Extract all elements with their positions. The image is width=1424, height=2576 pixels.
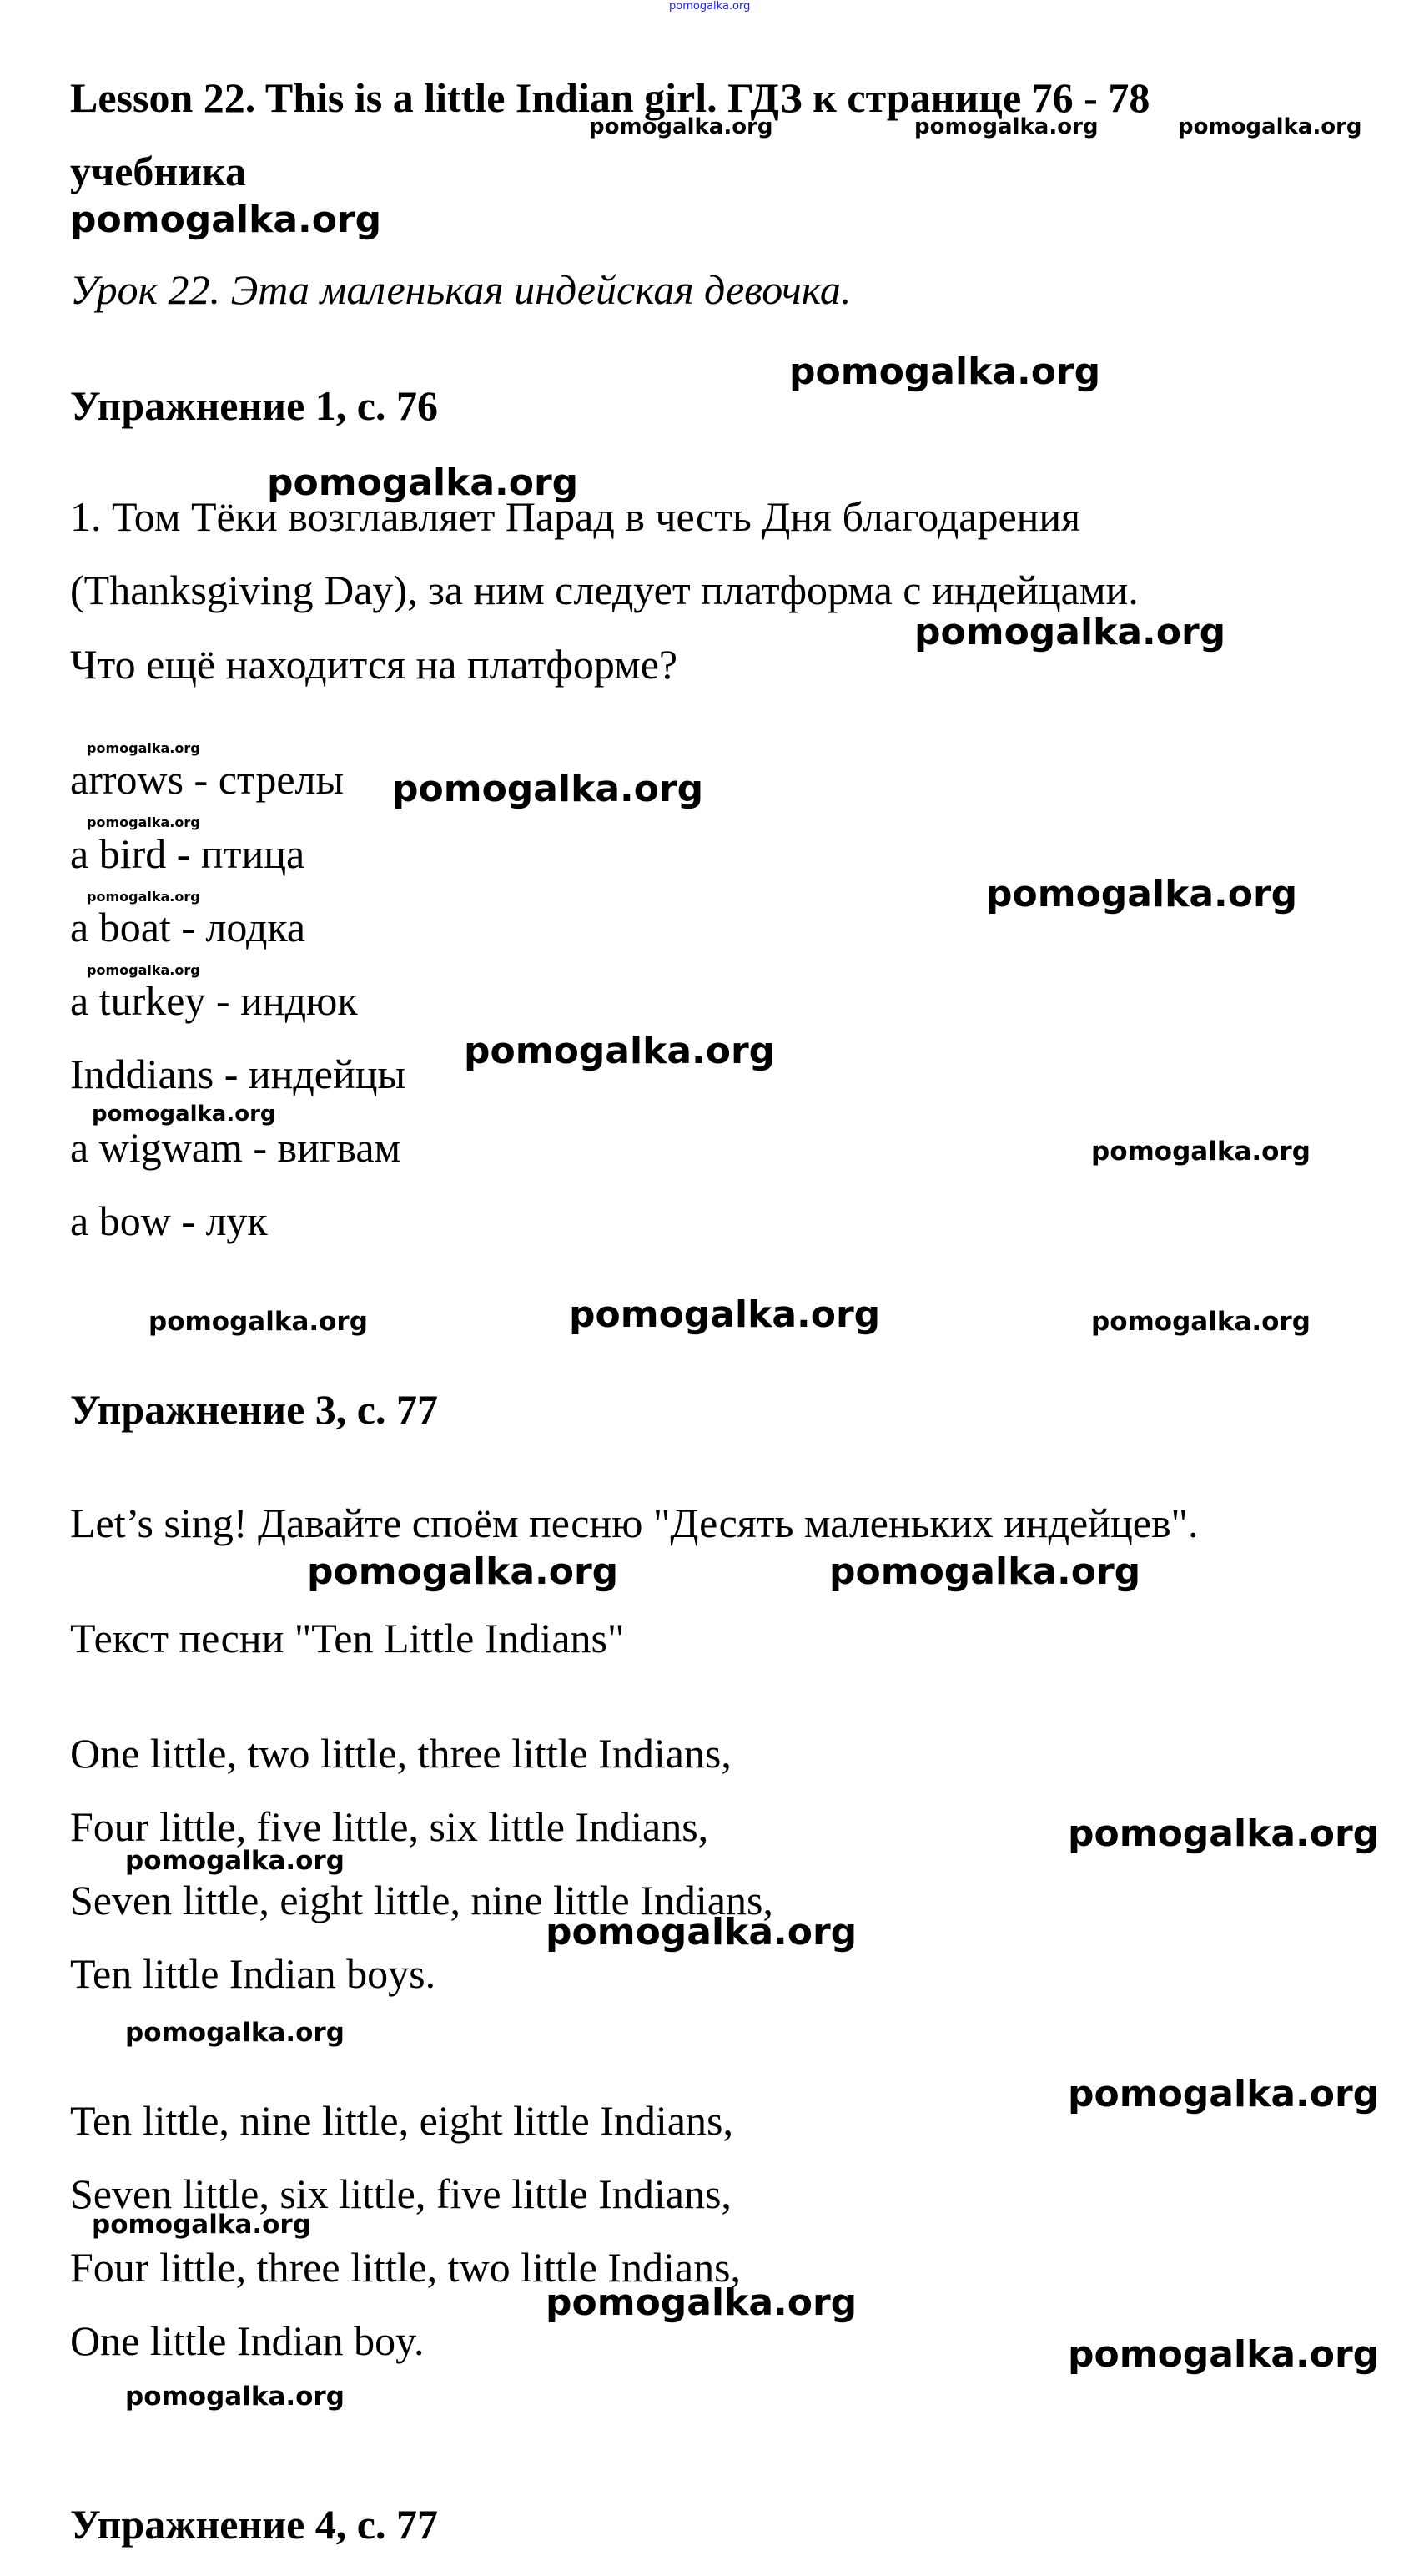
watermark: pomogalka.org [546, 1911, 858, 1953]
watermark: pomogalka.org [70, 199, 382, 241]
song-line: Ten little, nine little, eight little Indians, [70, 2097, 733, 2144]
vocab-item: a wigwam - вигвам [70, 1124, 401, 1171]
watermark: pomogalka.org [829, 1550, 1141, 1593]
watermark: pomogalka.org [392, 768, 704, 810]
watermark: pomogalka.org [1068, 2073, 1380, 2115]
watermark: pomogalka.org [1068, 2333, 1380, 2376]
watermark: pomogalka.org [92, 2210, 311, 2240]
watermark: pomogalka.org [914, 114, 1099, 139]
watermark: pomogalka.org [307, 1550, 619, 1593]
song-line: Four little, three little, two little Indians, [70, 2244, 742, 2291]
watermark: pomogalka.org [1068, 1812, 1380, 1855]
exercise-1-text-line: 1. Том Тёки возглавляет Парад в честь Дня благодарения [70, 493, 1081, 540]
watermark: pomogalka.org [546, 2281, 858, 2324]
watermark: pomogalka.org [267, 461, 579, 504]
watermark: pomogalka.org [87, 962, 200, 978]
song-line: Seven little, eight little, nine little Indians, [70, 1877, 773, 1923]
vocab-item: a bird - птица [70, 830, 305, 877]
watermark: pomogalka.org [464, 1030, 776, 1072]
vocab-item: Inddians - индейцы [70, 1051, 406, 1097]
vocab-item: a boat - лодка [70, 904, 306, 950]
watermark: pomogalka.org [148, 1307, 368, 1337]
watermark: pomogalka.org [789, 350, 1101, 393]
watermark: pomogalka.org [87, 889, 200, 905]
watermark: pomogalka.org [125, 1846, 345, 1876]
watermark: pomogalka.org [87, 740, 200, 756]
song-line: One little Indian boy. [70, 2317, 425, 2364]
exercise-1-heading: Упражнение 1, с. 76 [70, 382, 438, 429]
song-title: Текст песни "Ten Little Indians" [70, 1615, 625, 1661]
watermark: pomogalka.org [1091, 1307, 1311, 1337]
page-title-line1: Lesson 22. This is a little Indian girl. ГДЗ к странице 76 - 78 [70, 74, 1150, 121]
vocab-item: arrows - стрелы [70, 756, 345, 803]
song-line: One little, two little, three little Indians, [70, 1730, 732, 1777]
watermark: pomogalka.org [1178, 114, 1362, 139]
page-subtitle: Урок 22. Эта маленькая индейская девочка. [70, 266, 852, 313]
page-title-line2: учебника [70, 148, 247, 194]
watermark: pomogalka.org [669, 0, 751, 13]
song-line: Ten little Indian boys. [70, 1950, 436, 1997]
exercise-1-text-line: (Thanksgiving Day), за ним следует платформа с индейцами. [70, 567, 1139, 613]
song-line: Four little, five little, six little Indians, [70, 1803, 709, 1850]
watermark: pomogalka.org [914, 611, 1226, 653]
vocab-item: a turkey - индюк [70, 977, 358, 1024]
watermark: pomogalka.org [92, 1101, 276, 1127]
watermark: pomogalka.org [87, 814, 200, 830]
exercise-3-heading: Упражнение 3, с. 77 [70, 1386, 438, 1433]
exercise-4-heading: Упражнение 4, с. 77 [70, 2501, 438, 2548]
watermark: pomogalka.org [125, 2018, 345, 2048]
exercise-1-text-line: Что ещё находится на платформе? [70, 641, 678, 688]
watermark: pomogalka.org [1091, 1137, 1311, 1167]
watermark: pomogalka.org [569, 1293, 881, 1336]
watermark: pomogalka.org [589, 114, 773, 139]
exercise-3-intro: Let’s sing! Давайте споём песню "Десять маленьких индейцев". [70, 1500, 1199, 1546]
watermark: pomogalka.org [125, 2382, 345, 2412]
song-line: Seven little, six little, five little Indians, [70, 2170, 732, 2217]
watermark: pomogalka.org [986, 873, 1298, 915]
vocab-item: a bow - лук [70, 1197, 268, 1244]
